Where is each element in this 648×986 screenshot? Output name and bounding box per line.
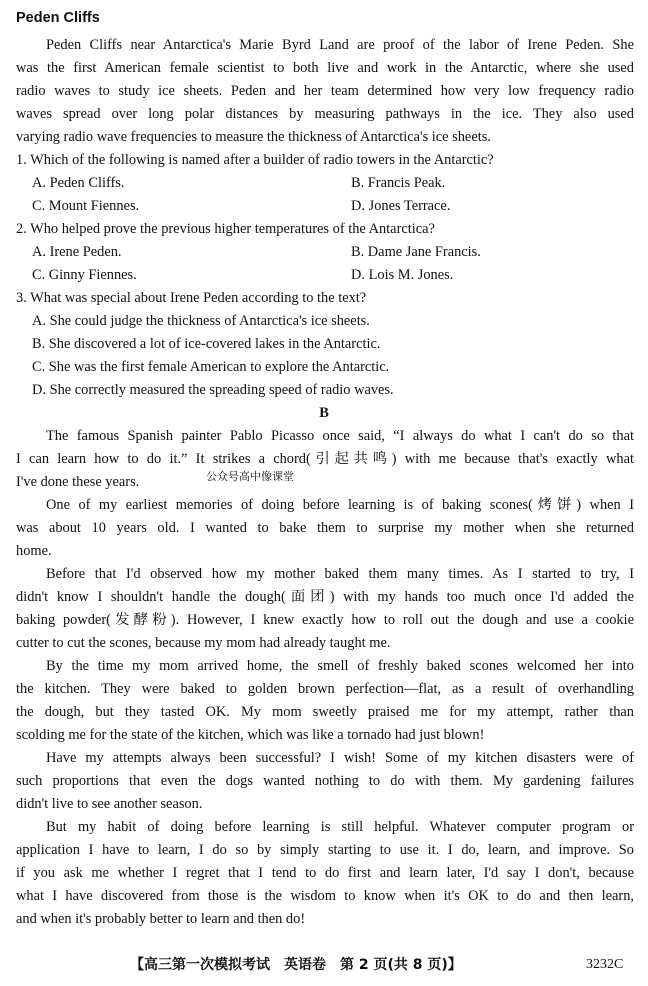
passage-line: home. bbox=[16, 543, 52, 559]
passage-line: varying radio wave frequencies to measure the thickness of Antarctica's ice sheets. bbox=[16, 129, 491, 145]
passage-line: didn't know I shouldn't handle the dough(面团) with my hands too much once I'd added the bbox=[16, 589, 634, 605]
passage-line: waves spread over long polar distances by measuring pathways in the ice. They also used bbox=[16, 106, 634, 122]
answer-option: B. Francis Peak. bbox=[351, 175, 446, 191]
passage-line: baking powder(发酵粉). However, I knew exactly how to roll out the dough and use a cookie bbox=[16, 612, 634, 628]
answer-option: A. Peden Cliffs. bbox=[32, 175, 125, 191]
passage-line: if you ask me whether I regret that I tend to do first and learn later, I'd say I don't, because bbox=[16, 865, 634, 881]
answer-option: D. Lois M. Jones. bbox=[351, 267, 454, 283]
answer-option: B. Dame Jane Francis. bbox=[351, 244, 481, 260]
answer-option: A. Irene Peden. bbox=[32, 244, 122, 260]
answer-option: C. Mount Fiennes. bbox=[32, 198, 140, 214]
passage-line: scolding me for the state of the kitchen, which was like a tornado had just blown! bbox=[16, 727, 485, 743]
passage-title: Peden Cliffs bbox=[16, 10, 100, 26]
question-stem: 3. What was special about Irene Peden according to the text? bbox=[16, 290, 367, 306]
passage-line: Have my attempts always been successful? I wish! Some of my kitchen disasters were of bbox=[46, 750, 634, 766]
answer-option: D. Jones Terrace. bbox=[351, 198, 451, 214]
passage-line: didn't live to see another season. bbox=[16, 796, 203, 812]
passage-line: radio waves to study ice sheets. Peden and her team determined how very low frequency radio bbox=[16, 83, 634, 99]
passage-line: I can learn how to do it.” It strikes a chord(引起共鸣) with me because that's exactly what bbox=[16, 451, 634, 467]
passage-line: One of my earliest memories of doing before learning is of baking scones(烤饼) when I bbox=[46, 497, 634, 513]
passage-line: Before that I'd observed how my mother baked them many times. As I started to try, I bbox=[46, 566, 634, 582]
passage-line: Peden Cliffs near Antarctica's Marie Byrd Land are proof of the labor of Irene Peden. She bbox=[46, 37, 634, 53]
passage-line: the kitchen. They were baked to golden brown perfection—flat, as a result of overhandling bbox=[16, 681, 634, 697]
question-stem: 1. Which of the following is named after a builder of radio towers in the Antarctic? bbox=[16, 152, 494, 168]
passage-line: I've done these years. bbox=[16, 474, 140, 490]
passage-line: was about 10 years old. I wanted to bake them to surprise my mother when she returned bbox=[16, 520, 634, 536]
passage-line: cutter to cut the scones, because my mom had already taught me. bbox=[16, 635, 391, 651]
answer-option: C. Ginny Fiennes. bbox=[32, 267, 137, 283]
page-footer: 【高三第一次模拟考试 英语卷 第 2 页(共 8 页)】 bbox=[130, 957, 462, 973]
section-label: B bbox=[319, 405, 329, 421]
answer-option: A. She could judge the thickness of Antarctica's ice sheets. bbox=[32, 313, 370, 329]
question-stem: 2. Who helped prove the previous higher temperatures of the Antarctica? bbox=[16, 221, 435, 237]
passage-line: the dough, but they tasted OK. My mom sweetly praised me for my attempt, rather than bbox=[16, 704, 634, 720]
passage-line: such proportions that even the dogs wanted nothing to do with them. My gardening failures bbox=[16, 773, 634, 789]
passage-line: But my habit of doing before learning is still helpful. Whatever computer program or bbox=[46, 819, 634, 835]
watermark-text: 公众号高中像课堂 bbox=[206, 470, 294, 483]
answer-option: B. She discovered a lot of ice-covered lakes in the Antarctic. bbox=[32, 336, 381, 352]
passage-line: what I have discovered from those is the wisdom to know when it's OK to do and then learn, bbox=[16, 888, 634, 904]
exam-code: 3232C bbox=[586, 957, 624, 972]
passage-line: application I have to learn, I do so by simply starting to use it. I do, learn, and improve. So bbox=[16, 842, 634, 858]
answer-option: C. She was the first female American to explore the Antarctic. bbox=[32, 359, 390, 375]
passage-line: was the first American female scientist to both live and work in the Antarctic, where she used bbox=[16, 60, 634, 76]
passage-line: and when it's probably better to learn and then do! bbox=[16, 911, 306, 927]
passage-line: The famous Spanish painter Pablo Picasso once said, “I always do what I can't do so that bbox=[46, 428, 634, 444]
passage-line: By the time my mom arrived home, the smell of freshly baked scones welcomed her into bbox=[46, 658, 634, 674]
answer-option: D. She correctly measured the spreading speed of radio waves. bbox=[32, 382, 394, 398]
